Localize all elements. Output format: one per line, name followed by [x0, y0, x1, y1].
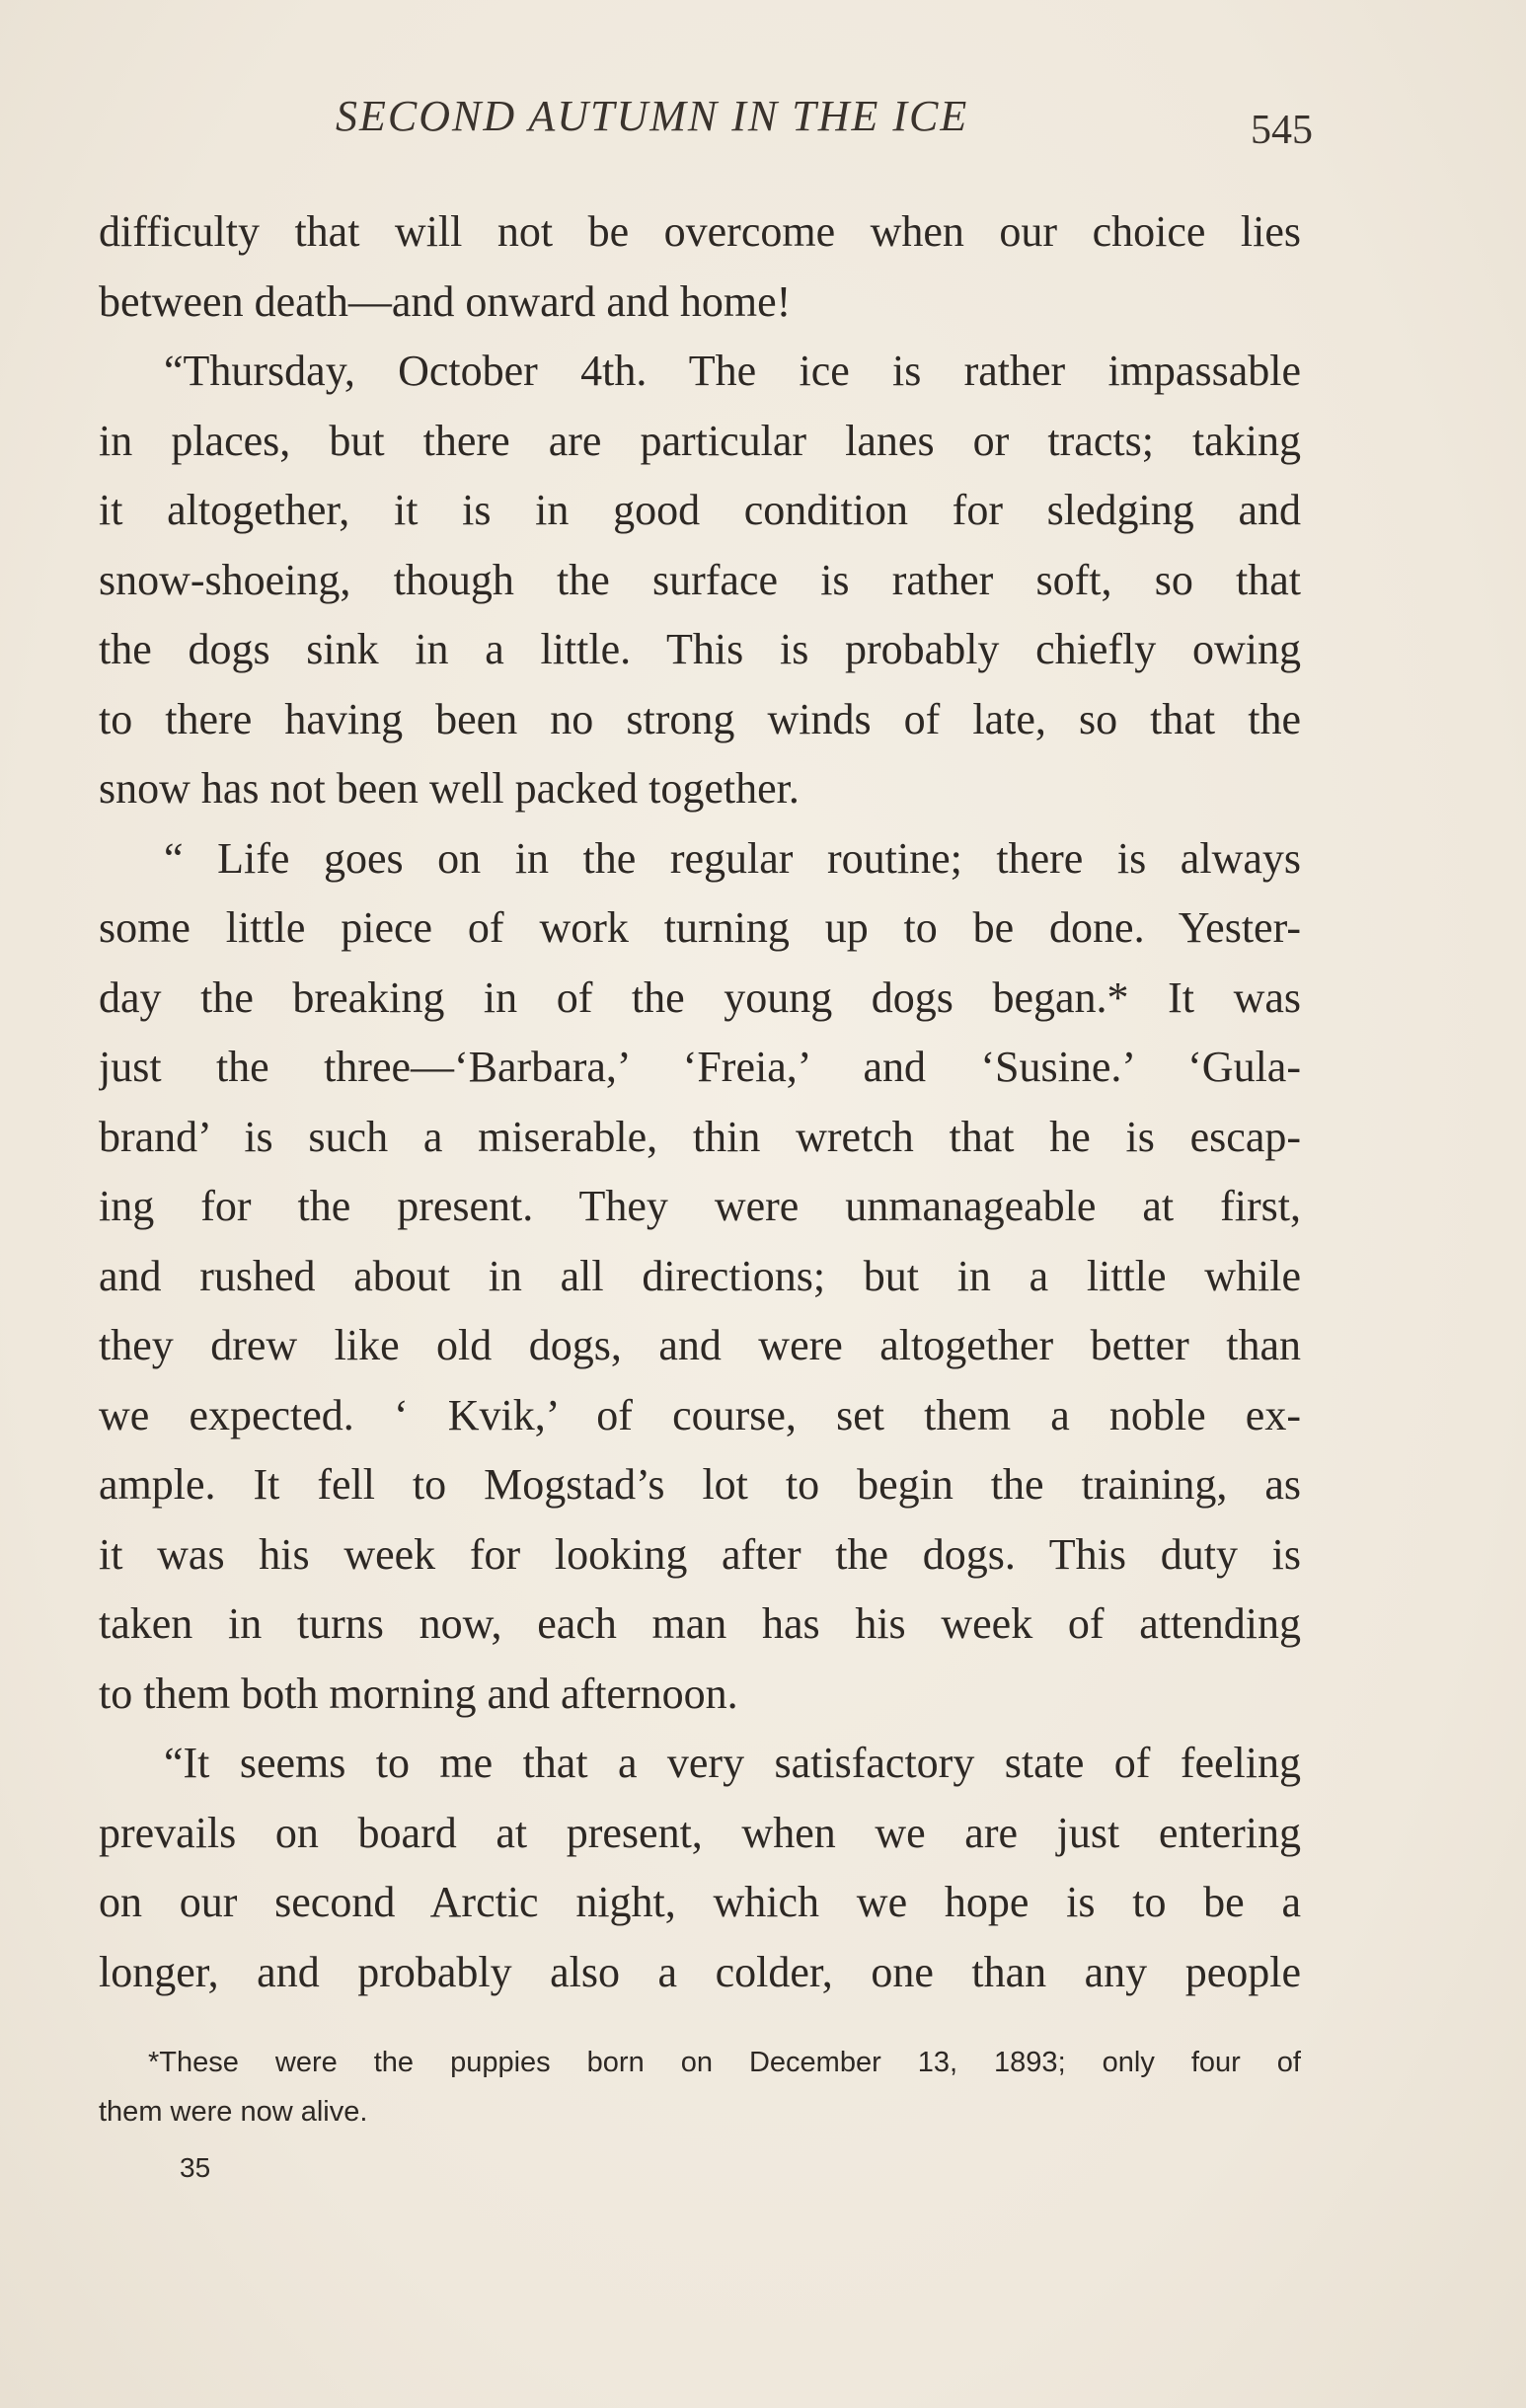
text-line: taken in turns now, each man has his week of attending	[99, 1599, 1301, 1648]
footnote	[99, 2038, 1301, 2136]
text-line: to them both morning and afternoon.	[99, 1669, 738, 1718]
text-line: some little piece of work turning up to be done. Yester-	[99, 903, 1301, 952]
page-number: 545	[1251, 108, 1313, 153]
text-line: in places, but there are particular lanes or tracts; taking	[99, 416, 1301, 465]
text-line: longer, and probably also a colder, one than any people	[99, 1947, 1301, 1996]
text-line: brand’ is such a miserable, thin wretch that he is escap-	[99, 1112, 1301, 1161]
text-line: on our second Arctic night, which we hope is to be a	[99, 1878, 1301, 1926]
footnote-line: them were now alive.	[99, 2096, 368, 2128]
text-line: and rushed about in all directions; but in a little while	[99, 1251, 1301, 1300]
text-line: snow has not been well packed together.	[99, 764, 800, 813]
signature-mark: 35	[180, 2152, 211, 2183]
text-line: prevails on board at present, when we are just entering	[99, 1808, 1301, 1857]
text-line: they drew like old dogs, and were altogether better than	[99, 1321, 1301, 1369]
text-line: day the breaking in of the young dogs began.* It was	[99, 972, 1301, 1022]
text-line: “Thursday, October 4th. The ice is rather impassable	[164, 347, 1301, 395]
text-line: the dogs sink in a little. This is probably chiefly owing	[99, 625, 1301, 673]
text-line: it was his week for looking after the dogs. This duty is	[99, 1529, 1301, 1579]
footnote-line: *These were the puppies born on December 13, 1893; only four of	[148, 2047, 1301, 2078]
text-line: “ Life goes on in the regular routine; there is always	[164, 833, 1301, 883]
text-line: just the three—‘Barbara,’ ‘Freia,’ and ‘Susine.’ ‘Gula-	[99, 1043, 1301, 1091]
text-line: “It seems to me that a very satisfactory state of feeling	[164, 1739, 1301, 1787]
text-line: snow-shoeing, though the surface is rather soft, so that	[99, 555, 1301, 604]
text-line: ample. It fell to Mogstad’s lot to begin the training, as	[99, 1460, 1301, 1509]
text-line: we expected. ‘ Kvik,’ of course, set them a noble ex-	[99, 1390, 1301, 1439]
running-head	[99, 91, 1313, 160]
text-line: between death—and onward and home!	[99, 276, 792, 326]
text-line: difficulty that will not be overcome when our choice lies	[99, 207, 1301, 256]
text-line: it altogether, it is in good condition for sledging and	[99, 486, 1301, 534]
text-line: to there having been no strong winds of late, so that the	[99, 694, 1301, 743]
running-title: SECOND AUTUMN IN THE ICE	[336, 92, 969, 140]
body-text	[99, 197, 1301, 2007]
text-line: ing for the present. They were unmanageable at first,	[99, 1182, 1301, 1230]
